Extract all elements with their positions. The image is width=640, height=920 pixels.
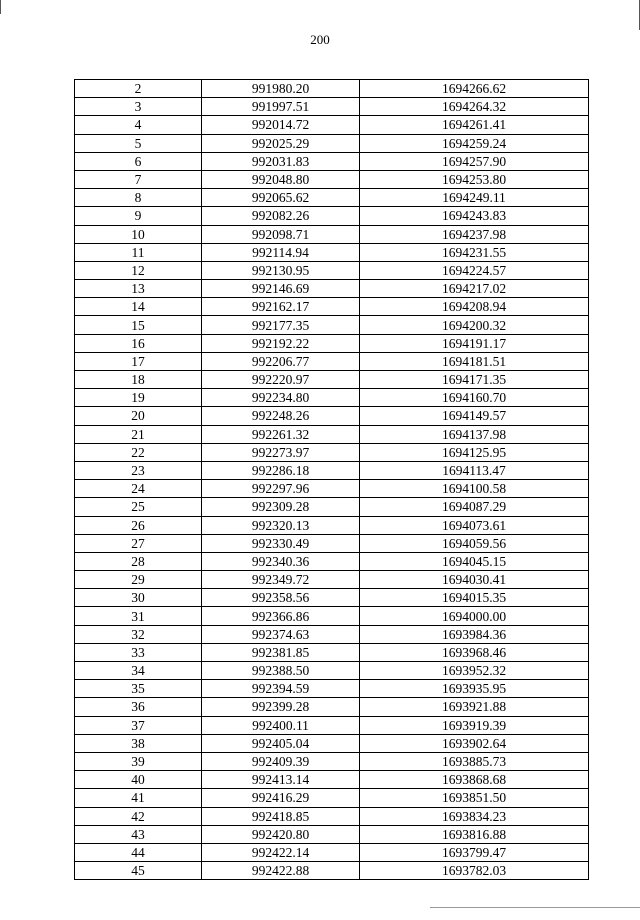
y-coordinate-cell: 1694149.57 (360, 407, 589, 425)
x-coordinate-cell: 992273.97 (202, 443, 360, 461)
point-number-cell: 20 (75, 407, 202, 425)
x-coordinate-cell: 992130.95 (202, 261, 360, 279)
point-number-cell: 44 (75, 843, 202, 861)
table-row (75, 698, 589, 716)
x-coordinate-cell: 992234.80 (202, 389, 360, 407)
x-coordinate-cell: 992192.22 (202, 334, 360, 352)
point-number-cell: 30 (75, 589, 202, 607)
y-coordinate-cell: 1693921.88 (360, 698, 589, 716)
y-coordinate-cell: 1694059.56 (360, 534, 589, 552)
y-coordinate-cell: 1694208.94 (360, 298, 589, 316)
x-coordinate-cell: 992358.56 (202, 589, 360, 607)
table-row (75, 389, 589, 407)
y-coordinate-cell: 1693935.95 (360, 680, 589, 698)
table-row (75, 825, 589, 843)
x-coordinate-cell: 992405.04 (202, 734, 360, 752)
y-coordinate-cell: 1694171.35 (360, 371, 589, 389)
x-coordinate-cell: 992248.26 (202, 407, 360, 425)
point-number-cell: 22 (75, 443, 202, 461)
x-coordinate-cell: 992098.71 (202, 225, 360, 243)
coordinates-table-body (75, 80, 589, 880)
x-coordinate-cell: 992082.26 (202, 207, 360, 225)
y-coordinate-cell: 1693984.36 (360, 625, 589, 643)
y-coordinate-cell: 1693902.64 (360, 734, 589, 752)
x-coordinate-cell: 992146.69 (202, 280, 360, 298)
table-row (75, 607, 589, 625)
x-coordinate-cell: 992418.85 (202, 807, 360, 825)
point-number-cell: 31 (75, 607, 202, 625)
table-row (75, 298, 589, 316)
page-number: 200 (310, 32, 330, 47)
table-row (75, 334, 589, 352)
table-row (75, 571, 589, 589)
point-number-cell: 32 (75, 625, 202, 643)
table-row (75, 189, 589, 207)
x-coordinate-cell: 992399.28 (202, 698, 360, 716)
table-row (75, 752, 589, 770)
point-number-cell: 14 (75, 298, 202, 316)
y-coordinate-cell: 1694137.98 (360, 425, 589, 443)
table-row (75, 516, 589, 534)
table-row (75, 80, 589, 98)
point-number-cell: 6 (75, 152, 202, 170)
x-coordinate-cell: 992014.72 (202, 116, 360, 134)
point-number-cell: 38 (75, 734, 202, 752)
point-number-cell: 37 (75, 716, 202, 734)
x-coordinate-cell: 992409.39 (202, 752, 360, 770)
y-coordinate-cell: 1694160.70 (360, 389, 589, 407)
x-coordinate-cell: 992309.28 (202, 498, 360, 516)
page-edge-mark (0, 0, 1, 14)
x-coordinate-cell: 992162.17 (202, 298, 360, 316)
point-number-cell: 40 (75, 771, 202, 789)
y-coordinate-cell: 1693816.88 (360, 825, 589, 843)
point-number-cell: 34 (75, 662, 202, 680)
y-coordinate-cell: 1694243.83 (360, 207, 589, 225)
y-coordinate-cell: 1694217.02 (360, 280, 589, 298)
point-number-cell: 11 (75, 243, 202, 261)
x-coordinate-cell: 992114.94 (202, 243, 360, 261)
page-edge-mark (430, 907, 640, 908)
x-coordinate-cell: 992048.80 (202, 170, 360, 188)
point-number-cell: 24 (75, 480, 202, 498)
table-row (75, 116, 589, 134)
y-coordinate-cell: 1694264.32 (360, 98, 589, 116)
table-row (75, 207, 589, 225)
y-coordinate-cell: 1694253.80 (360, 170, 589, 188)
point-number-cell: 35 (75, 680, 202, 698)
y-coordinate-cell: 1694181.51 (360, 352, 589, 370)
x-coordinate-cell: 992394.59 (202, 680, 360, 698)
y-coordinate-cell: 1694200.32 (360, 316, 589, 334)
x-coordinate-cell: 992388.50 (202, 662, 360, 680)
y-coordinate-cell: 1694231.55 (360, 243, 589, 261)
point-number-cell: 21 (75, 425, 202, 443)
table-row (75, 443, 589, 461)
table-row (75, 480, 589, 498)
x-coordinate-cell: 992297.96 (202, 480, 360, 498)
table-row (75, 243, 589, 261)
y-coordinate-cell: 1694191.17 (360, 334, 589, 352)
y-coordinate-cell: 1694266.62 (360, 80, 589, 98)
y-coordinate-cell: 1693885.73 (360, 752, 589, 770)
y-coordinate-cell: 1694113.47 (360, 461, 589, 479)
x-coordinate-cell: 992420.80 (202, 825, 360, 843)
x-coordinate-cell: 992031.83 (202, 152, 360, 170)
x-coordinate-cell: 992381.85 (202, 643, 360, 661)
point-number-cell: 5 (75, 134, 202, 152)
y-coordinate-cell: 1694257.90 (360, 152, 589, 170)
table-row (75, 461, 589, 479)
point-number-cell: 10 (75, 225, 202, 243)
table-row (75, 534, 589, 552)
x-coordinate-cell: 992340.36 (202, 552, 360, 570)
x-coordinate-cell: 992065.62 (202, 189, 360, 207)
point-number-cell: 27 (75, 534, 202, 552)
point-number-cell: 19 (75, 389, 202, 407)
point-number-cell: 33 (75, 643, 202, 661)
table-row (75, 152, 589, 170)
y-coordinate-cell: 1694015.35 (360, 589, 589, 607)
point-number-cell: 29 (75, 571, 202, 589)
table-row (75, 552, 589, 570)
table-row (75, 225, 589, 243)
y-coordinate-cell: 1693834.23 (360, 807, 589, 825)
point-number-cell: 15 (75, 316, 202, 334)
point-number-cell: 25 (75, 498, 202, 516)
point-number-cell: 12 (75, 261, 202, 279)
table-row (75, 261, 589, 279)
point-number-cell: 42 (75, 807, 202, 825)
x-coordinate-cell: 992330.49 (202, 534, 360, 552)
table-row (75, 680, 589, 698)
x-coordinate-cell: 992220.97 (202, 371, 360, 389)
x-coordinate-cell: 992422.88 (202, 862, 360, 880)
y-coordinate-cell: 1693851.50 (360, 789, 589, 807)
point-number-cell: 41 (75, 789, 202, 807)
y-coordinate-cell: 1693868.68 (360, 771, 589, 789)
y-coordinate-cell: 1694087.29 (360, 498, 589, 516)
table-row (75, 352, 589, 370)
point-number-cell: 18 (75, 371, 202, 389)
table-row (75, 371, 589, 389)
point-number-cell: 13 (75, 280, 202, 298)
point-number-cell: 9 (75, 207, 202, 225)
x-coordinate-cell: 992261.32 (202, 425, 360, 443)
point-number-cell: 43 (75, 825, 202, 843)
table-row (75, 771, 589, 789)
point-number-cell: 3 (75, 98, 202, 116)
y-coordinate-cell: 1693952.32 (360, 662, 589, 680)
x-coordinate-cell: 992422.14 (202, 843, 360, 861)
y-coordinate-cell: 1693782.03 (360, 862, 589, 880)
y-coordinate-cell: 1694100.58 (360, 480, 589, 498)
point-number-cell: 4 (75, 116, 202, 134)
x-coordinate-cell: 991980.20 (202, 80, 360, 98)
coordinates-table (74, 79, 589, 880)
table-row (75, 280, 589, 298)
table-row (75, 316, 589, 334)
x-coordinate-cell: 991997.51 (202, 98, 360, 116)
y-coordinate-cell: 1694237.98 (360, 225, 589, 243)
table-row (75, 807, 589, 825)
table-row (75, 425, 589, 443)
table-row (75, 98, 589, 116)
y-coordinate-cell: 1693968.46 (360, 643, 589, 661)
table-row (75, 625, 589, 643)
x-coordinate-cell: 992286.18 (202, 461, 360, 479)
x-coordinate-cell: 992025.29 (202, 134, 360, 152)
x-coordinate-cell: 992400.11 (202, 716, 360, 734)
y-coordinate-cell: 1694259.24 (360, 134, 589, 152)
point-number-cell: 39 (75, 752, 202, 770)
point-number-cell: 45 (75, 862, 202, 880)
x-coordinate-cell: 992206.77 (202, 352, 360, 370)
y-coordinate-cell: 1694045.15 (360, 552, 589, 570)
y-coordinate-cell: 1694000.00 (360, 607, 589, 625)
point-number-cell: 2 (75, 80, 202, 98)
y-coordinate-cell: 1694249.11 (360, 189, 589, 207)
point-number-cell: 28 (75, 552, 202, 570)
y-coordinate-cell: 1694224.57 (360, 261, 589, 279)
point-number-cell: 26 (75, 516, 202, 534)
x-coordinate-cell: 992413.14 (202, 771, 360, 789)
table-row (75, 643, 589, 661)
x-coordinate-cell: 992374.63 (202, 625, 360, 643)
table-row (75, 498, 589, 516)
x-coordinate-cell: 992349.72 (202, 571, 360, 589)
table-row (75, 843, 589, 861)
table-row (75, 134, 589, 152)
point-number-cell: 7 (75, 170, 202, 188)
point-number-cell: 8 (75, 189, 202, 207)
y-coordinate-cell: 1694030.41 (360, 571, 589, 589)
point-number-cell: 16 (75, 334, 202, 352)
table-row (75, 789, 589, 807)
x-coordinate-cell: 992320.13 (202, 516, 360, 534)
table-row (75, 662, 589, 680)
point-number-cell: 17 (75, 352, 202, 370)
point-number-cell: 23 (75, 461, 202, 479)
y-coordinate-cell: 1694261.41 (360, 116, 589, 134)
table-row (75, 716, 589, 734)
y-coordinate-cell: 1693799.47 (360, 843, 589, 861)
y-coordinate-cell: 1693919.39 (360, 716, 589, 734)
table-row (75, 407, 589, 425)
y-coordinate-cell: 1694125.95 (360, 443, 589, 461)
point-number-cell: 36 (75, 698, 202, 716)
y-coordinate-cell: 1694073.61 (360, 516, 589, 534)
x-coordinate-cell: 992416.29 (202, 789, 360, 807)
table-row (75, 589, 589, 607)
x-coordinate-cell: 992366.86 (202, 607, 360, 625)
x-coordinate-cell: 992177.35 (202, 316, 360, 334)
table-row (75, 862, 589, 880)
table-row (75, 170, 589, 188)
table-row (75, 734, 589, 752)
